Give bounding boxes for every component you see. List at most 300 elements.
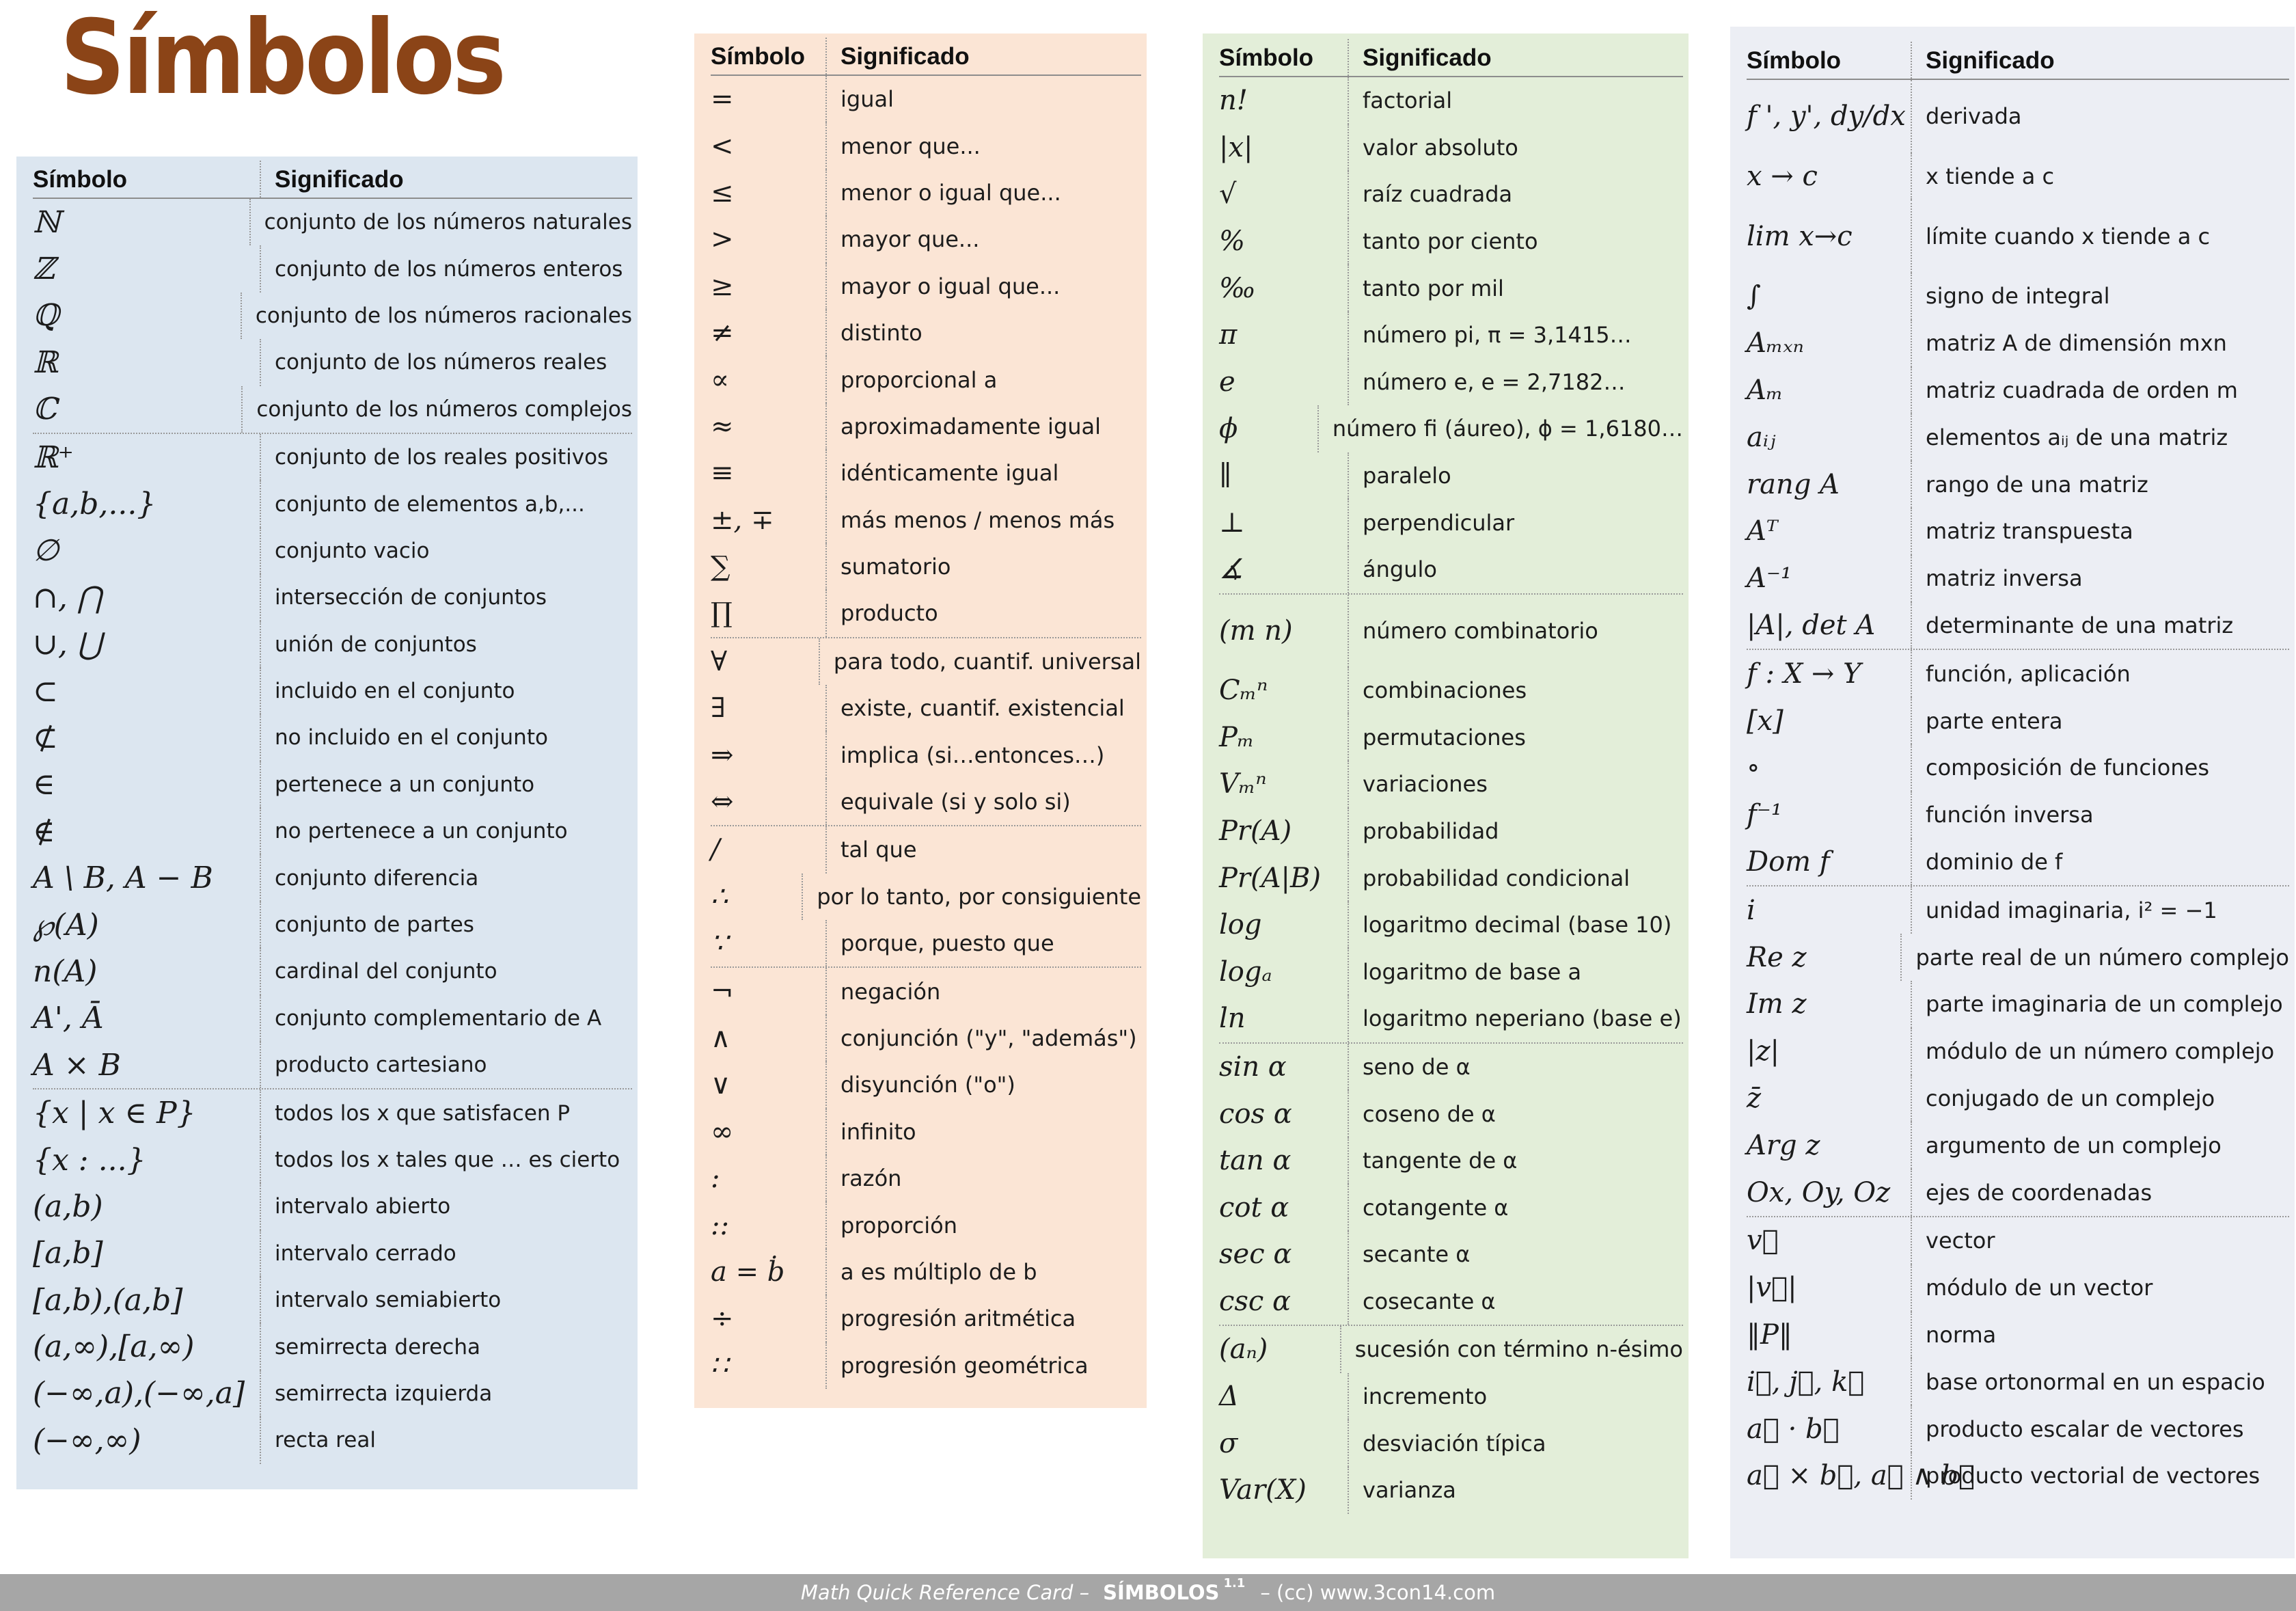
table-row bbox=[1219, 499, 1683, 546]
symbol-cell: tan α bbox=[1219, 1137, 1349, 1184]
meaning-cell: progresión aritmética bbox=[840, 1305, 1076, 1332]
table-row bbox=[711, 1202, 1141, 1248]
meaning-cell: intervalo cerrado bbox=[275, 1241, 456, 1266]
symbol-cell: ⊥ bbox=[1219, 499, 1349, 546]
symbol-cell: ∷ bbox=[711, 1342, 827, 1389]
footer-prefix: Math Quick Reference Card – bbox=[800, 1581, 1090, 1604]
meaning-cell: módulo de un número complejo bbox=[1926, 1038, 2275, 1065]
meaning-cell: producto vectorial de vectores bbox=[1926, 1463, 2260, 1489]
symbols-table-sets bbox=[16, 157, 638, 1489]
symbol-cell: |x| bbox=[1219, 124, 1349, 172]
table-row bbox=[711, 76, 1141, 122]
meaning-cell: variaciones bbox=[1363, 771, 1488, 798]
meaning-cell: cosecante α bbox=[1363, 1288, 1496, 1314]
symbol-cell: ‖P‖ bbox=[1747, 1312, 1912, 1359]
table-row bbox=[711, 1109, 1141, 1155]
meaning-cell: dominio de f bbox=[1926, 849, 2063, 875]
meaning-cell: conjunto de partes bbox=[275, 912, 474, 938]
meaning-cell: existe, cuantif. existencial bbox=[840, 695, 1125, 722]
meaning-cell: función inversa bbox=[1926, 802, 2094, 828]
meaning-cell: aproximadamente igual bbox=[840, 413, 1102, 439]
meaning-cell: matriz inversa bbox=[1926, 565, 2083, 592]
table-row bbox=[1219, 948, 1683, 995]
table-row bbox=[711, 543, 1141, 590]
table-row bbox=[1219, 77, 1683, 124]
meaning-cell: pertenece a un conjunto bbox=[275, 772, 535, 797]
symbol-cell: ∏ bbox=[711, 590, 827, 636]
symbol-cell: [a,b),(a,b] bbox=[33, 1277, 261, 1323]
symbol-cell: A⁻¹ bbox=[1747, 555, 1912, 602]
symbol-cell: Var(X) bbox=[1219, 1467, 1349, 1514]
table-row bbox=[1219, 1231, 1683, 1278]
symbol-cell: ≤ bbox=[711, 170, 827, 216]
symbol-cell: a⃗ × b⃗, a⃗ ∧ b⃗ bbox=[1747, 1452, 1912, 1500]
symbol-cell: [x] bbox=[1747, 697, 1912, 744]
table-row bbox=[1219, 405, 1683, 452]
symbol-cell: σ bbox=[1219, 1420, 1349, 1467]
column-header-symbol: Símbolo bbox=[33, 161, 261, 198]
meaning-cell: producto cartesiano bbox=[275, 1053, 487, 1078]
table-row bbox=[711, 966, 1141, 1014]
meaning-cell: igual bbox=[840, 86, 894, 113]
table-row bbox=[33, 1088, 632, 1136]
column-header-symbol: Símbolo bbox=[711, 38, 827, 75]
symbol-cell: Arg z bbox=[1747, 1122, 1912, 1169]
symbol-cell: Ox, Oy, Oz bbox=[1747, 1169, 1912, 1216]
table-row bbox=[1747, 744, 2289, 791]
meaning-cell: proporcional a bbox=[840, 366, 998, 393]
table-row bbox=[1747, 273, 2289, 320]
table-row bbox=[1219, 995, 1683, 1042]
table-row bbox=[33, 293, 632, 339]
symbol-cell: ∵ bbox=[711, 920, 827, 966]
symbol-cell: ≈ bbox=[711, 403, 827, 450]
symbol-cell: ∝ bbox=[711, 356, 827, 403]
symbol-cell: ∘ bbox=[1747, 744, 1912, 791]
symbol-cell: aᵢⱼ bbox=[1747, 414, 1912, 461]
table-row bbox=[1747, 602, 2289, 649]
symbol-cell: ℂ bbox=[33, 386, 243, 433]
meaning-cell: menor que... bbox=[840, 133, 981, 159]
meaning-cell: parte real de un número complejo bbox=[1915, 944, 2289, 971]
symbol-cell: ≠ bbox=[711, 310, 827, 356]
table-header bbox=[33, 157, 632, 199]
table-row bbox=[711, 1342, 1141, 1389]
meaning-cell: mayor que... bbox=[840, 226, 980, 253]
table-row bbox=[1747, 153, 2289, 200]
table-row bbox=[1747, 1452, 2289, 1500]
meaning-cell: secante α bbox=[1363, 1241, 1471, 1268]
column-header-meaning: Significado bbox=[840, 43, 970, 70]
meaning-cell: combinaciones bbox=[1363, 677, 1527, 704]
meaning-cell: conjunto de los números enteros bbox=[275, 256, 623, 282]
table-row bbox=[1747, 697, 2289, 744]
meaning-cell: base ortonormal en un espacio bbox=[1926, 1368, 2265, 1395]
meaning-cell: rango de una matriz bbox=[1926, 471, 2148, 498]
meaning-cell: ángulo bbox=[1363, 556, 1437, 583]
symbol-cell: Pₘ bbox=[1219, 714, 1349, 761]
table-row bbox=[1219, 1137, 1683, 1184]
meaning-cell: unión de conjuntos bbox=[275, 632, 477, 657]
meaning-cell: conjunto de los números naturales bbox=[264, 210, 632, 235]
table-row bbox=[1219, 312, 1683, 359]
table-row bbox=[711, 920, 1141, 966]
meaning-cell: probabilidad bbox=[1363, 817, 1499, 844]
table-row bbox=[33, 1370, 632, 1417]
table-row bbox=[1747, 791, 2289, 839]
table-row bbox=[1747, 934, 2289, 981]
symbols-table-analysis bbox=[1730, 27, 2295, 1558]
meaning-cell: conjunto de los números reales bbox=[275, 350, 607, 375]
table-row bbox=[1219, 1420, 1683, 1467]
meaning-cell: módulo de un vector bbox=[1926, 1275, 2153, 1301]
table-row bbox=[1747, 1169, 2289, 1216]
meaning-cell: seno de α bbox=[1363, 1053, 1471, 1080]
symbol-cell: i bbox=[1747, 886, 1912, 934]
table-row bbox=[1747, 508, 2289, 555]
table-row bbox=[711, 450, 1141, 496]
meaning-cell: elementos aᵢⱼ de una matriz bbox=[1926, 424, 2228, 450]
table-row bbox=[33, 714, 632, 761]
column-header-symbol: Símbolo bbox=[1747, 42, 1912, 79]
meaning-cell: conjunto de los números racionales bbox=[255, 303, 632, 328]
meaning-cell: recta real bbox=[275, 1428, 376, 1453]
table-row bbox=[33, 339, 632, 385]
meaning-cell: menor o igual que... bbox=[840, 179, 1061, 206]
meaning-cell: paralelo bbox=[1363, 463, 1451, 489]
table-row bbox=[1219, 593, 1683, 667]
column-header-symbol: Símbolo bbox=[1219, 39, 1349, 76]
meaning-cell: conjunción ("y", "además") bbox=[840, 1025, 1137, 1051]
symbol-cell: log bbox=[1219, 902, 1349, 949]
symbol-cell: ¬ bbox=[711, 968, 827, 1014]
meaning-cell: raíz cuadrada bbox=[1363, 181, 1513, 208]
symbol-cell: csc α bbox=[1219, 1278, 1349, 1325]
symbol-cell: ∉ bbox=[33, 808, 261, 854]
table-row bbox=[33, 1137, 632, 1183]
symbol-cell: |v⃗| bbox=[1747, 1264, 1912, 1312]
symbol-cell: ∩, ⋂ bbox=[33, 574, 261, 621]
symbol-cell: {a,b,...} bbox=[33, 480, 261, 527]
table-row bbox=[33, 808, 632, 854]
table-row bbox=[1219, 359, 1683, 406]
table-row bbox=[1747, 200, 2289, 273]
meaning-cell: negación bbox=[840, 978, 941, 1005]
meaning-cell: tanto por mil bbox=[1363, 275, 1504, 301]
table-row bbox=[33, 621, 632, 668]
meaning-cell: determinante de una matriz bbox=[1926, 612, 2234, 639]
table-row bbox=[1219, 761, 1683, 808]
symbol-cell: √ bbox=[1219, 171, 1349, 218]
table-row bbox=[711, 1155, 1141, 1202]
table-row bbox=[33, 854, 632, 901]
table-row bbox=[1219, 452, 1683, 500]
table-row bbox=[33, 668, 632, 714]
symbol-cell: ∪, ⋃ bbox=[33, 621, 261, 668]
table-row bbox=[33, 1277, 632, 1323]
table-row bbox=[1747, 649, 2289, 697]
meaning-cell: sucesión con término n-ésimo bbox=[1354, 1336, 1683, 1363]
symbol-cell: ϕ bbox=[1219, 405, 1319, 452]
symbol-cell: i⃗, j⃗, k⃗ bbox=[1747, 1358, 1912, 1405]
meaning-cell: idénticamente igual bbox=[840, 460, 1059, 487]
symbol-cell: |z| bbox=[1747, 1028, 1912, 1075]
meaning-cell: ejes de coordenadas bbox=[1926, 1179, 2152, 1206]
meaning-cell: tal que bbox=[840, 837, 917, 863]
table-row bbox=[711, 310, 1141, 356]
table-row bbox=[711, 216, 1141, 262]
symbol-cell: ∈ bbox=[33, 761, 261, 808]
table-row bbox=[1219, 714, 1683, 761]
meaning-cell: valor absoluto bbox=[1363, 134, 1518, 161]
symbol-cell: ℝ bbox=[33, 339, 261, 385]
meaning-cell: incremento bbox=[1363, 1383, 1488, 1410]
table-row bbox=[1219, 546, 1683, 593]
symbol-cell: Im z bbox=[1747, 981, 1912, 1028]
symbol-cell: Pr(A) bbox=[1219, 808, 1349, 855]
table-row bbox=[711, 1015, 1141, 1061]
column-header-meaning: Significado bbox=[1926, 47, 2055, 74]
meaning-cell: más menos / menos más bbox=[840, 506, 1115, 533]
table-row bbox=[1219, 1325, 1683, 1373]
symbol-cell: ∑ bbox=[711, 543, 827, 590]
meaning-cell: para todo, cuantif. universal bbox=[833, 648, 1141, 675]
meaning-cell: unidad imaginaria, i² = −1 bbox=[1926, 897, 2217, 923]
table-row bbox=[33, 480, 632, 527]
symbol-cell: ∴ bbox=[711, 874, 803, 920]
meaning-cell: semirrecta derecha bbox=[275, 1334, 480, 1359]
symbol-cell: ∃ bbox=[711, 685, 827, 731]
table-row bbox=[33, 995, 632, 1042]
table-row bbox=[1219, 1467, 1683, 1514]
symbol-cell: sec α bbox=[1219, 1231, 1349, 1278]
meaning-cell: factorial bbox=[1363, 87, 1453, 114]
symbol-cell: :: bbox=[711, 1202, 827, 1248]
page-title: Símbolos bbox=[60, 0, 504, 118]
table-row bbox=[711, 779, 1141, 825]
symbol-cell: Cₘⁿ bbox=[1219, 667, 1349, 714]
meaning-cell: conjunto de los números complejos bbox=[256, 396, 632, 422]
symbol-cell: Re z bbox=[1747, 934, 1902, 981]
symbol-cell: f ', y', dy/dx bbox=[1747, 80, 1912, 153]
meaning-cell: función, aplicación bbox=[1926, 660, 2131, 687]
symbol-cell: < bbox=[711, 122, 827, 169]
symbol-cell: ⇔ bbox=[711, 779, 827, 825]
symbol-cell: cos α bbox=[1219, 1090, 1349, 1137]
table-row bbox=[33, 574, 632, 621]
symbol-cell: ℕ bbox=[33, 199, 251, 245]
symbol-cell: n! bbox=[1219, 77, 1349, 124]
symbol-cell: e bbox=[1219, 359, 1349, 406]
symbol-cell: f⁻¹ bbox=[1747, 791, 1912, 839]
symbol-cell: Vₘⁿ bbox=[1219, 761, 1349, 808]
symbol-cell: ≡ bbox=[711, 450, 827, 496]
meaning-cell: implica (si…entonces…) bbox=[840, 742, 1105, 768]
table-row bbox=[1219, 1042, 1683, 1091]
table-row bbox=[1219, 1090, 1683, 1137]
table-row bbox=[1747, 1358, 2289, 1405]
meaning-cell: proporción bbox=[840, 1212, 958, 1238]
meaning-cell: cotangente α bbox=[1363, 1194, 1509, 1221]
symbol-cell: z̄ bbox=[1747, 1075, 1912, 1122]
symbol-cell: ⊂ bbox=[33, 668, 261, 714]
table-row bbox=[711, 590, 1141, 636]
meaning-cell: parte entera bbox=[1926, 707, 2063, 734]
table-row bbox=[33, 948, 632, 994]
table-row bbox=[711, 825, 1141, 873]
symbol-cell: ±, ∓ bbox=[711, 497, 827, 543]
table-row bbox=[711, 403, 1141, 450]
table-row bbox=[1219, 218, 1683, 265]
table-row bbox=[1747, 1075, 2289, 1122]
meaning-cell: distinto bbox=[840, 320, 922, 347]
meaning-cell: infinito bbox=[840, 1118, 916, 1145]
table-row bbox=[711, 122, 1141, 169]
symbol-cell: cot α bbox=[1219, 1184, 1349, 1231]
meaning-cell: coseno de α bbox=[1363, 1100, 1496, 1127]
column-header-meaning: Significado bbox=[1363, 44, 1492, 71]
symbol-cell: ln bbox=[1219, 995, 1349, 1042]
symbol-cell: ∡ bbox=[1219, 546, 1349, 593]
table-row bbox=[1219, 171, 1683, 218]
table-row bbox=[711, 637, 1141, 685]
symbol-cell: x → c bbox=[1747, 153, 1912, 200]
symbol-cell: ∧ bbox=[711, 1015, 827, 1061]
footer-credit: – (cc) www.3con14.com bbox=[1260, 1581, 1496, 1604]
table-row bbox=[33, 1323, 632, 1370]
meaning-cell: todos los x tales que … es cierto bbox=[275, 1148, 620, 1172]
meaning-cell: tanto por ciento bbox=[1363, 228, 1538, 255]
symbol-cell: A × B bbox=[33, 1042, 261, 1088]
table-row bbox=[711, 263, 1141, 310]
table-row bbox=[1219, 265, 1683, 312]
symbol-cell: a⃗ · b⃗ bbox=[1747, 1405, 1912, 1452]
symbol-cell: = bbox=[711, 76, 827, 122]
meaning-cell: mayor o igual que... bbox=[840, 273, 1061, 299]
table-row bbox=[711, 1295, 1141, 1342]
symbol-cell: (−∞,∞) bbox=[33, 1417, 261, 1463]
symbol-cell: n(A) bbox=[33, 948, 261, 994]
symbol-cell: > bbox=[711, 216, 827, 262]
table-row bbox=[1747, 1122, 2289, 1169]
table-row bbox=[1747, 1312, 2289, 1359]
meaning-cell: número combinatorio bbox=[1363, 617, 1598, 644]
symbol-cell: {x : ...} bbox=[33, 1137, 261, 1183]
table-row bbox=[1747, 80, 2289, 153]
symbol-cell: Dom f bbox=[1747, 839, 1912, 886]
symbol-cell: ℝ⁺ bbox=[33, 434, 261, 480]
table-row bbox=[33, 245, 632, 292]
table-row bbox=[1747, 414, 2289, 461]
symbol-cell: Aₘₓₙ bbox=[1747, 320, 1912, 367]
meaning-cell: equivale (si y solo si) bbox=[840, 789, 1071, 815]
meaning-cell: todos los x que satisfacen P bbox=[275, 1100, 571, 1126]
meaning-cell: número fi (áureo), ϕ = 1,6180… bbox=[1332, 416, 1683, 442]
meaning-cell: permutaciones bbox=[1363, 724, 1526, 750]
meaning-cell: perpendicular bbox=[1363, 509, 1515, 536]
meaning-cell: conjunto complementario de A bbox=[275, 1005, 602, 1031]
table-row bbox=[711, 356, 1141, 403]
meaning-cell: sumatorio bbox=[840, 554, 951, 580]
symbol-cell: ∀ bbox=[711, 638, 820, 685]
symbol-cell: A \ B, A − B bbox=[33, 854, 261, 901]
symbol-cell: A', Ā bbox=[33, 995, 261, 1042]
symbol-cell: [a,b] bbox=[33, 1230, 261, 1277]
symbol-cell: lim x→c bbox=[1747, 200, 1912, 273]
symbol-cell: ℤ bbox=[33, 245, 261, 292]
symbol-cell: a = ḃ bbox=[711, 1249, 827, 1295]
symbol-cell: ÷ bbox=[711, 1295, 827, 1342]
meaning-cell: incluido en el conjunto bbox=[275, 679, 515, 704]
symbol-cell: π bbox=[1219, 312, 1349, 359]
meaning-cell: no pertenece a un conjunto bbox=[275, 819, 568, 844]
table-row bbox=[1747, 320, 2289, 367]
symbol-cell: f : X → Y bbox=[1747, 650, 1912, 697]
table-row bbox=[1747, 1028, 2289, 1075]
symbol-cell: ≥ bbox=[711, 263, 827, 310]
table-row bbox=[1747, 367, 2289, 414]
symbols-table-numbers bbox=[1203, 33, 1689, 1558]
symbol-cell: (a,∞),[a,∞) bbox=[33, 1323, 261, 1370]
symbol-cell: : bbox=[711, 1155, 827, 1202]
meaning-cell: norma bbox=[1926, 1321, 1997, 1348]
symbol-cell: |A|, det A bbox=[1747, 602, 1912, 649]
symbols-table-relations bbox=[694, 33, 1147, 1408]
table-header bbox=[711, 33, 1141, 76]
table-row bbox=[33, 199, 632, 245]
symbol-cell: ℘(A) bbox=[33, 902, 261, 948]
meaning-cell: conjugado de un complejo bbox=[1926, 1085, 2215, 1111]
table-row bbox=[1219, 902, 1683, 949]
symbol-cell: Pr(A|B) bbox=[1219, 854, 1349, 902]
symbol-cell: logₐ bbox=[1219, 948, 1349, 995]
footer-version: 1.1 bbox=[1223, 1575, 1246, 1590]
table-row bbox=[1219, 124, 1683, 172]
meaning-cell: varianza bbox=[1363, 1477, 1456, 1504]
table-row bbox=[33, 528, 632, 574]
table-row bbox=[33, 1042, 632, 1088]
meaning-cell: conjunto vacio bbox=[275, 538, 430, 563]
meaning-cell: semirrecta izquierda bbox=[275, 1381, 493, 1406]
meaning-cell: logaritmo neperiano (base e) bbox=[1363, 1005, 1682, 1032]
table-row bbox=[1747, 1216, 2289, 1264]
meaning-cell: razón bbox=[840, 1165, 902, 1192]
table-row bbox=[1219, 1278, 1683, 1325]
symbol-cell: Aₘ bbox=[1747, 367, 1912, 414]
symbol-cell: ⇒ bbox=[711, 731, 827, 778]
table-row bbox=[33, 1183, 632, 1230]
table-row bbox=[1747, 981, 2289, 1028]
meaning-cell: matriz A de dimensión mxn bbox=[1926, 330, 2227, 357]
meaning-cell: matriz transpuesta bbox=[1926, 518, 2133, 545]
footer-card-name: SÍMBOLOS bbox=[1103, 1581, 1220, 1604]
table-row bbox=[33, 433, 632, 480]
column-header-meaning: Significado bbox=[275, 166, 404, 193]
table-header bbox=[1219, 33, 1683, 77]
table-row bbox=[1747, 1264, 2289, 1312]
meaning-cell: producto bbox=[840, 600, 938, 627]
meaning-cell: intervalo semiabierto bbox=[275, 1288, 502, 1313]
meaning-cell: conjunto de elementos a,b,... bbox=[275, 491, 585, 517]
meaning-cell: a es múltiplo de b bbox=[840, 1258, 1037, 1285]
symbol-cell: Δ bbox=[1219, 1373, 1349, 1420]
table-row bbox=[1219, 854, 1683, 902]
table-row bbox=[711, 685, 1141, 731]
meaning-cell: tangente de α bbox=[1363, 1148, 1518, 1174]
meaning-cell: logaritmo decimal (base 10) bbox=[1363, 912, 1672, 938]
meaning-cell: composición de funciones bbox=[1926, 755, 2210, 781]
meaning-cell: probabilidad condicional bbox=[1363, 865, 1630, 891]
